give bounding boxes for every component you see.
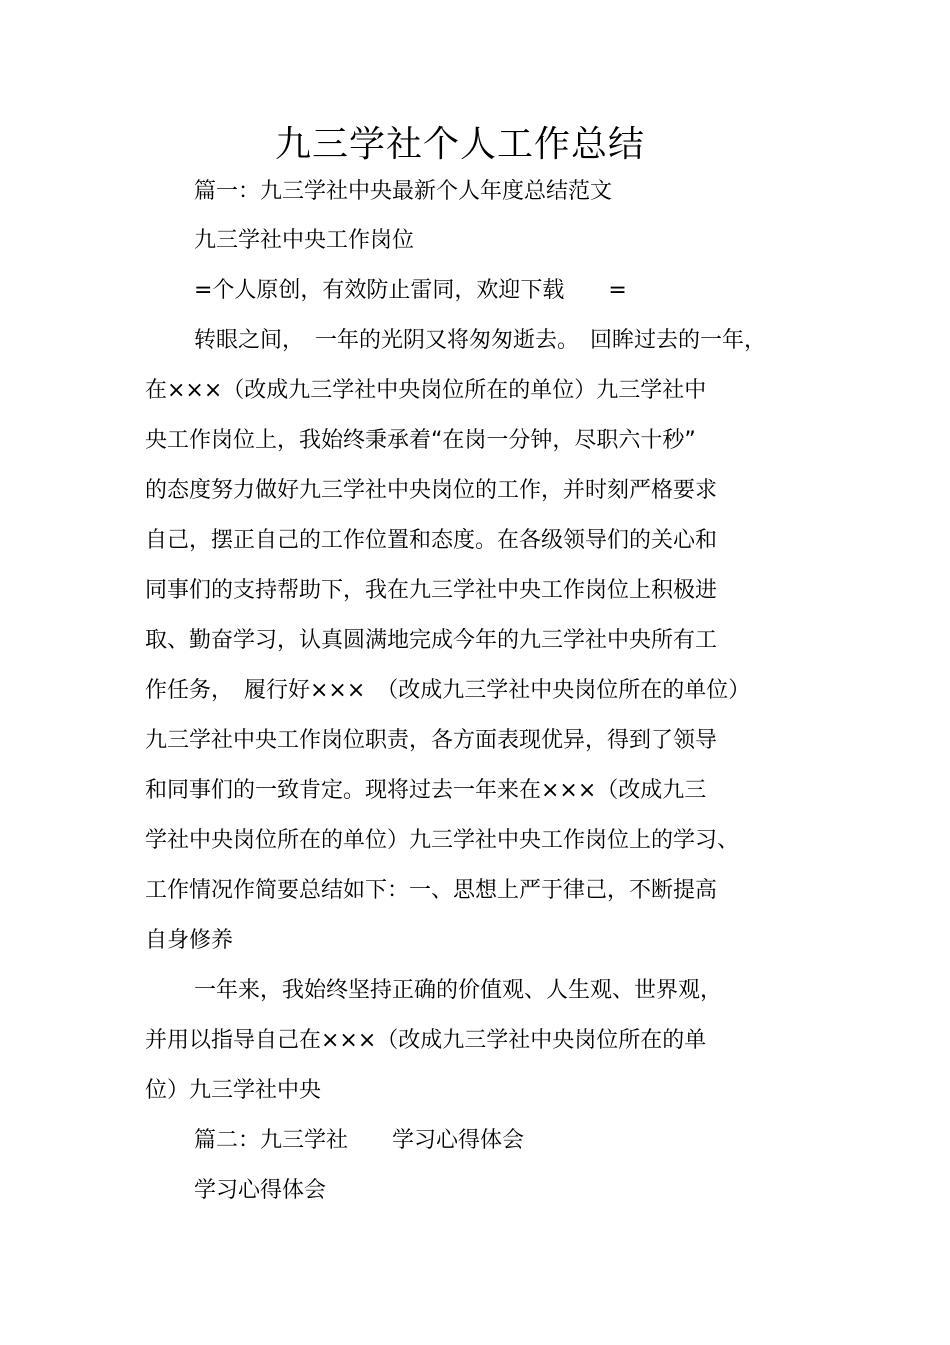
paragraph-line: 在×××（改成九三学社中央岗位所在的单位）九三学社中 [145, 378, 707, 403]
paragraph-line: 位）九三学社中央 [145, 1078, 322, 1103]
paragraph-line: 同事们的支持帮助下，我在九三学社中央工作岗位上积极进 [145, 578, 718, 603]
paragraph-line: 和同事们的一致肯定。现将过去一年来在×××（改成九三 [145, 778, 707, 803]
paragraph-line: 取、勤奋学习，认真圆满地完成今年的九三学社中央所有工 [145, 628, 718, 653]
paragraph-line: 自己，摆正自己的工作位置和态度。在各级领导们的关心和 [145, 528, 718, 553]
paragraph-line: 央工作岗位上，我始终秉承着“在岗一分钟，尽职六十秒” [145, 428, 696, 453]
subheading: 九三学社中央工作岗位 [194, 228, 415, 253]
section-heading-1: 篇一：九三学社中央最新个人年度总结范文 [194, 179, 613, 204]
notice-line: =个人原创，有效防止雷同，欢迎下载 = [194, 278, 627, 303]
document-title: 九三学社个人工作总结 [274, 124, 645, 165]
paragraph-line: 一年来，我始终坚持正确的价值观、人生观、世界观， [194, 978, 723, 1003]
paragraph-line: 的态度努力做好九三学社中央岗位的工作，并时刻严格要求 [145, 478, 718, 503]
subheading: 学习心得体会 [194, 1178, 327, 1203]
paragraph-line: 九三学社中央工作岗位职责，各方面表现优异，得到了领导 [145, 728, 718, 753]
section-heading-2: 篇二：九三学社 学习心得体会 [194, 1128, 525, 1153]
paragraph-line: 作任务， 履行好××× （改成九三学社中央岗位所在的单位） [145, 678, 751, 703]
paragraph-line: 自身修养 [145, 928, 234, 953]
paragraph-line: 并用以指导自己在×××（改成九三学社中央岗位所在的单 [145, 1028, 707, 1053]
paragraph-line: 学社中央岗位所在的单位）九三学社中央工作岗位上的学习、 [145, 828, 740, 853]
paragraph-line: 工作情况作简要总结如下：一、思想上严于律己，不断提高 [145, 878, 718, 903]
paragraph-line: 转眼之间， 一年的光阴又将匆匆逝去。 回眸过去的一年， [194, 328, 767, 353]
